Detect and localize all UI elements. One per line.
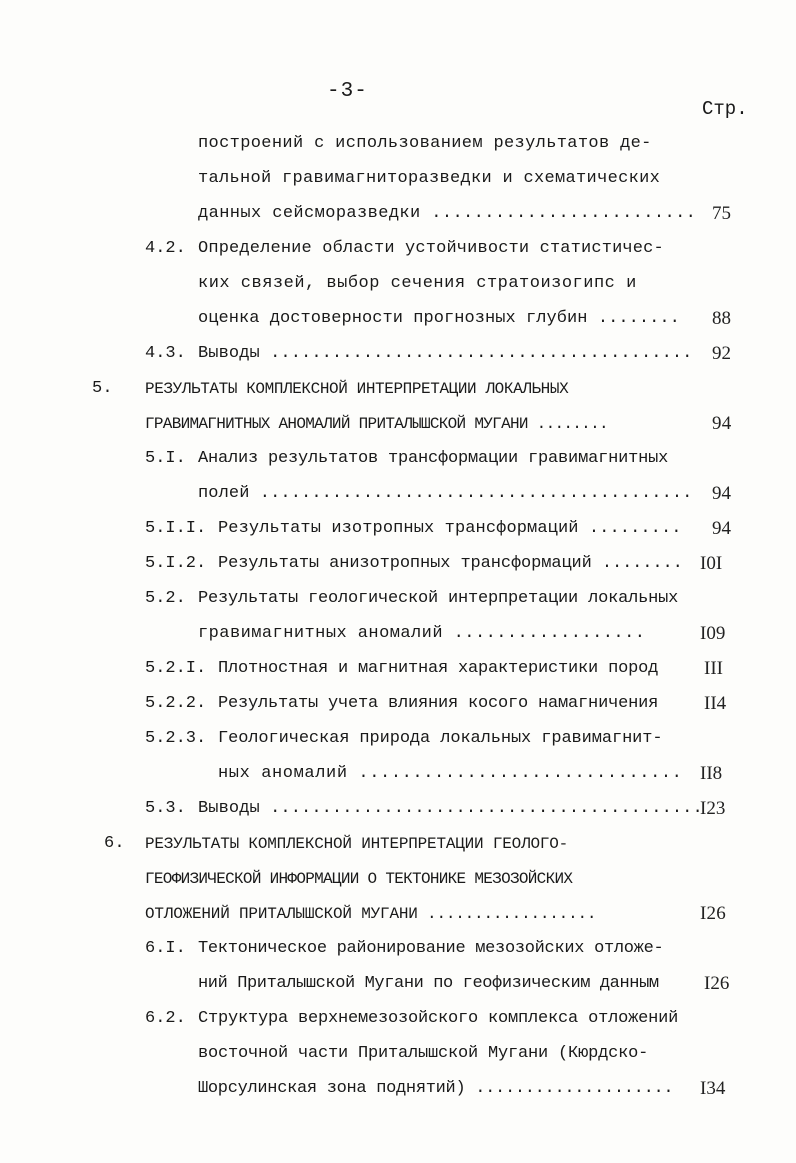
- toc-text: восточной части Приталышской Мугани (Кюрдско-: [198, 1044, 649, 1063]
- toc-text: Выводы .........................................: [198, 344, 693, 363]
- toc-text: Шорсулинская зона поднятий) ....................: [198, 1079, 674, 1098]
- toc-text: ных аномалий ..............................: [218, 764, 683, 783]
- toc-chapter-title: РЕЗУЛЬТАТЫ КОМПЛЕКСНОЙ ИНТЕРПРЕТАЦИИ ГЕОЛОГО-: [145, 835, 569, 853]
- toc-text: ний Приталышской Мугани по геофизическим данным: [198, 974, 659, 993]
- toc-section-number: 5.2.I.: [145, 659, 207, 678]
- toc-section-number: 6.I.: [145, 939, 186, 958]
- toc-text: Структура верхнемезозойского комплекса отложений: [198, 1009, 679, 1028]
- toc-chapter-title: ГЕОФИЗИЧЕСКОЙ ИНФОРМАЦИИ О ТЕКТОНИКЕ МЕЗОЗОЙСКИХ: [145, 870, 573, 888]
- toc-page-number: I09: [700, 623, 726, 644]
- toc-page-number: I34: [700, 1078, 726, 1099]
- toc-chapter-title: ОТЛОЖЕНИЙ ПРИТАЛЫШСКОЙ МУГАНИ ..................: [145, 905, 597, 923]
- page-number: -3-: [327, 80, 368, 103]
- toc-section-number: 5.3.: [145, 799, 186, 818]
- toc-page-number: I26: [704, 973, 730, 994]
- toc-page-number: I26: [700, 903, 726, 924]
- toc-text: Результаты изотропных трансформаций .........: [218, 519, 682, 538]
- toc-page-number: 94: [712, 518, 731, 539]
- toc-chapter-title: ГРАВИМАГНИТНЫХ АНОМАЛИЙ ПРИТАЛЫШСКОЙ МУГАНИ ........: [145, 415, 608, 433]
- toc-section-number: 5.I.: [145, 449, 186, 468]
- toc-chapter-number: 6.: [104, 834, 125, 853]
- toc-text: Результаты учета влияния косого намагничения: [218, 694, 659, 713]
- toc-text: тальной гравимагниторазведки и схематических: [198, 169, 661, 188]
- toc-page-number: 88: [712, 308, 731, 329]
- toc-text: оценка достоверности прогнозных глубин ........: [198, 309, 680, 328]
- toc-section-number: 4.3.: [145, 344, 186, 363]
- toc-text: ких связей, выбор сечения стратоизогипс и: [198, 274, 637, 293]
- toc-section-number: 5.2.3.: [145, 729, 207, 748]
- toc-section-number: 4.2.: [145, 239, 186, 258]
- toc-page-number: 94: [712, 413, 732, 434]
- toc-chapter-number: 5.: [92, 379, 113, 398]
- toc-page-number: I23: [700, 798, 726, 819]
- toc-text: Результаты анизотропных трансформаций ........: [218, 554, 683, 573]
- toc-section-number: 6.2.: [145, 1009, 186, 1028]
- toc-page-number: 94: [712, 483, 731, 504]
- toc-section-number: 5.I.I.: [145, 519, 207, 538]
- toc-text: полей ..........................................: [198, 484, 693, 503]
- toc-page-number: 75: [712, 203, 731, 224]
- toc-text: гравимагнитных аномалий ..................: [198, 624, 646, 643]
- page-column-header: Стр.: [702, 98, 748, 120]
- toc-chapter-title: РЕЗУЛЬТАТЫ КОМПЛЕКСНОЙ ИНТЕРПРЕТАЦИИ ЛОКАЛЬНЫХ: [145, 380, 569, 398]
- toc-page-number: II4: [704, 693, 727, 714]
- toc-section-number: 5.2.: [145, 589, 186, 608]
- toc-section-number: 5.I.2.: [145, 554, 207, 573]
- toc-text: Анализ результатов трансформации гравимагнитных: [198, 449, 669, 468]
- toc-page-number: III: [704, 658, 723, 679]
- toc-text: Результаты геологической интерпретации локальных: [198, 589, 679, 608]
- toc-page-number: I0I: [700, 553, 723, 574]
- toc-section-number: 5.2.2.: [145, 694, 207, 713]
- toc-text: Определение области устойчивости статистичес-: [198, 239, 664, 258]
- toc-text: данных сейсморазведки .........................: [198, 204, 697, 223]
- toc-text: Выводы ..........................................: [198, 799, 703, 818]
- toc-page-number: II8: [700, 763, 723, 784]
- toc-text: построений с использованием результатов де-: [198, 134, 652, 153]
- toc-text: Тектоническое районирование мезозойских отложе-: [198, 939, 664, 958]
- toc-text: Геологическая природа локальных гравимагнит-: [218, 729, 663, 748]
- toc-page-number: 92: [712, 343, 731, 364]
- toc-text: Плотностная и магнитная характеристики пород: [218, 659, 659, 678]
